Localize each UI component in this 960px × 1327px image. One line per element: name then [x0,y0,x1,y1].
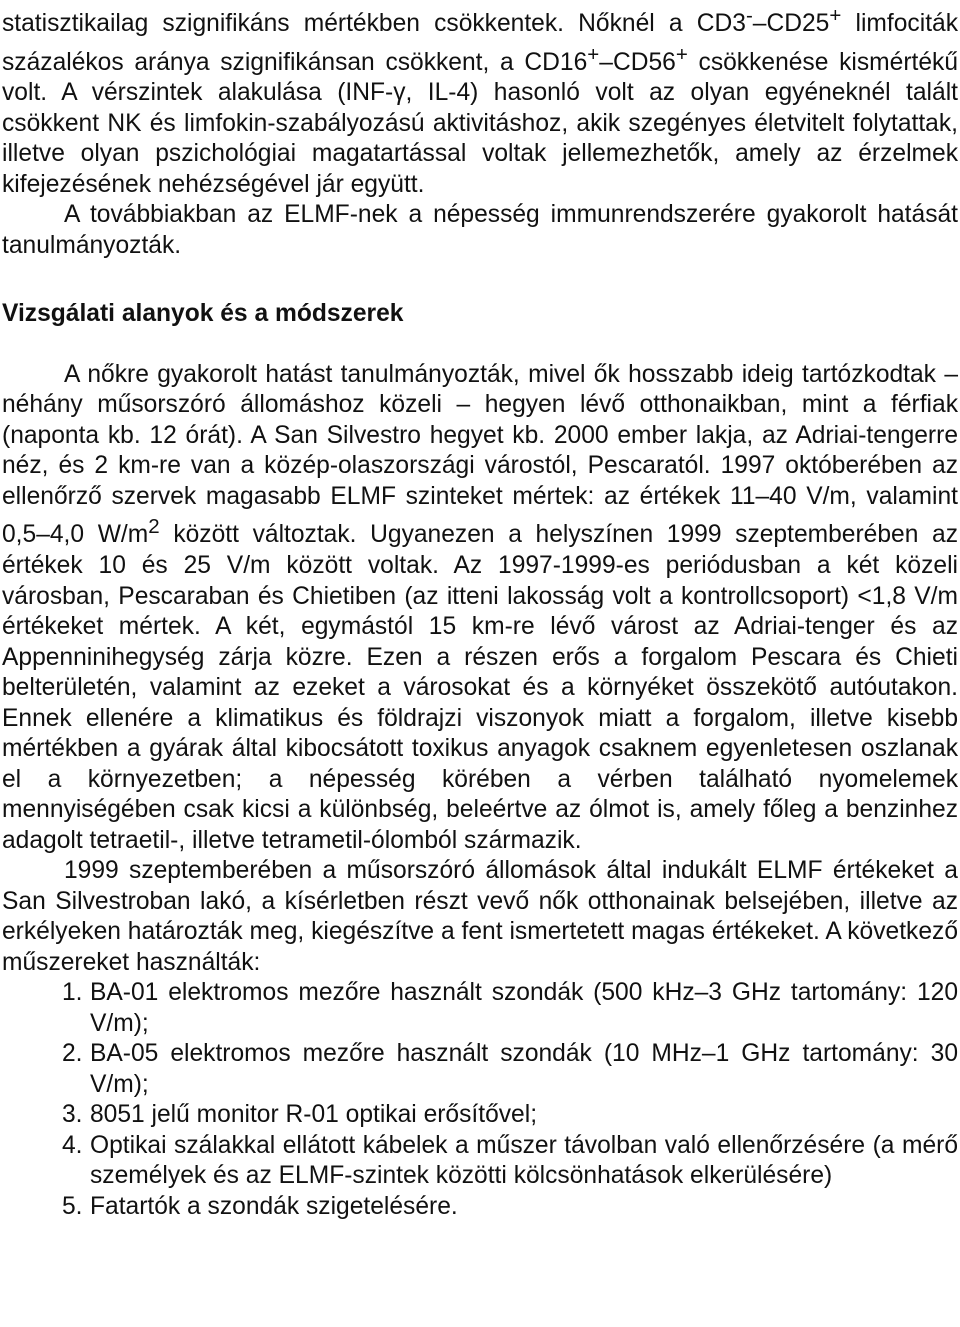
list-item [2,1192,958,1223]
superscript: + [675,42,688,66]
paragraph-measurement: 1999 szeptemberében a műsorszóró állomások által indukált ELMF értékeket a San Silvestroban lakó, a kísérletben részt vevő nők otthonainak belsejében, illetve az erkélyeken határozták meg, kiegészítve a fent ismertetett magas értékeket. A következő műszereket használták: [2,857,958,976]
list-item-text: Fatartók a szondák szigetelésére. [90,1192,458,1220]
superscript: 2 [148,515,160,539]
text-run: statisztikailag szignifikáns mértékben csökkentek. Nőknél a CD3 [2,10,746,38]
superscript: - [745,4,753,27]
list-number: 4. [62,1131,83,1159]
text-run: A nőkre gyakorolt hatást tanulmányozták, mivel ők hosszabb ideig tartózkodtak – néhány műsorszóró állomáshoz közeli – hegyen lévő otthonaikban, mint a férfiak (naponta kb. 12 órát). A San Silvestro hegyet kb. 2000 ember lakja, az Adriai-tengerre néz, és 2 km-re van a közép-olaszországi várostól, Pescaratól. 1997 októberében az ellenőrző szervek magasabb ELMF szinteket mértek: az értékek 11–40 V/m, valamint 0,5–4,0 W/m [2,360,958,549]
text-run: között változtak. Ugyanezen a helyszínen 1999 szeptemberében az értékek 10 és 25 V/m között voltak. Az 1997-1999-es periódusban a két közeli városban, Pescaraban és Chietiben (az itteni lakosság volt a kontrollcsoport) <1,8 V/m értékeket mértek. A két, egymástól 15 km-re lévő várost az Adriai-tenger és az Appenninihegység zárja közre. Ezen a részen erős a forgalom Pescara és Chieti belterületén, valamint az ezeket a városokat és a környéket összekötő autóutakon. Ennek ellenére a klimatikus és földrajzi viszonyok miatt a forgalom, illetve kisebb mértékben a gyárak által kibocsátott toxikus anyagok csaknem egyenletesen oszlanak el a környezetben; a népesség körében a vérben található nyomelemek mennyiségében csak kicsi a különbség, beleértve az ólmot is, amely főleg a benzinhez adagolt tetraetil-, illetve tetrametil-ólomból származik. [2,521,959,854]
list-item [2,1100,958,1131]
list-item-text: BA-05 elektromos mezőre használt szondák (10 MHz–1 GHz tartomány: 30 V/m); [90,1040,958,1098]
text-run: csökkenése kismértékű volt. A vérszintek alakulása (INF-γ, IL-4) hasonló volt az olyan egyéneknél talált csökkent NK és limfokin-szabályozású aktivitáshoz, akik szegényes életvitelt folytattak, illetve olyan pszichológiai magatartással voltak jellemezhetők, amely az érzelmek kifejezésének nehézségével jár együtt. [2,48,959,198]
instrument-list [2,978,958,1222]
paragraph-results-continued [2,1,958,200]
list-item [2,1131,958,1192]
text-run: –CD56 [599,48,676,76]
superscript: + [829,4,842,27]
list-number: 1. [62,979,83,1007]
list-item [2,1039,958,1100]
spacer [2,261,958,299]
list-item-text: 8051 jelű monitor R-01 optikai erősítővel; [90,1101,538,1129]
text-run: –CD25 [752,10,830,38]
section-heading: Vizsgálati alanyok és a módszerek [2,300,404,328]
text-run: limfociták százalékos aránya szignifikánsan csökkent, a CD16 [2,10,959,76]
paragraph-subjects [2,360,958,856]
spacer [2,330,958,360]
list-number: 2. [62,1040,83,1068]
list-item [2,978,958,1039]
list-number: 5. [62,1192,83,1220]
superscript: + [587,42,600,66]
list-item-text: Optikai szálakkal ellátott kábelek a műszer távolban való ellenőrzésére (a mérő személyek és az ELMF-szintek közötti kölcsönhatások elkerülésére) [90,1131,958,1190]
paragraph-further-study: A továbbiakban az ELMF-nek a népesség immunrendszerére gyakorolt hatását tanulmányozták. [2,201,958,259]
list-number: 3. [62,1101,83,1129]
list-item-text: BA-01 elektromos mezőre használt szondák (500 kHz–3 GHz tartomány: 120 V/m); [90,979,958,1037]
